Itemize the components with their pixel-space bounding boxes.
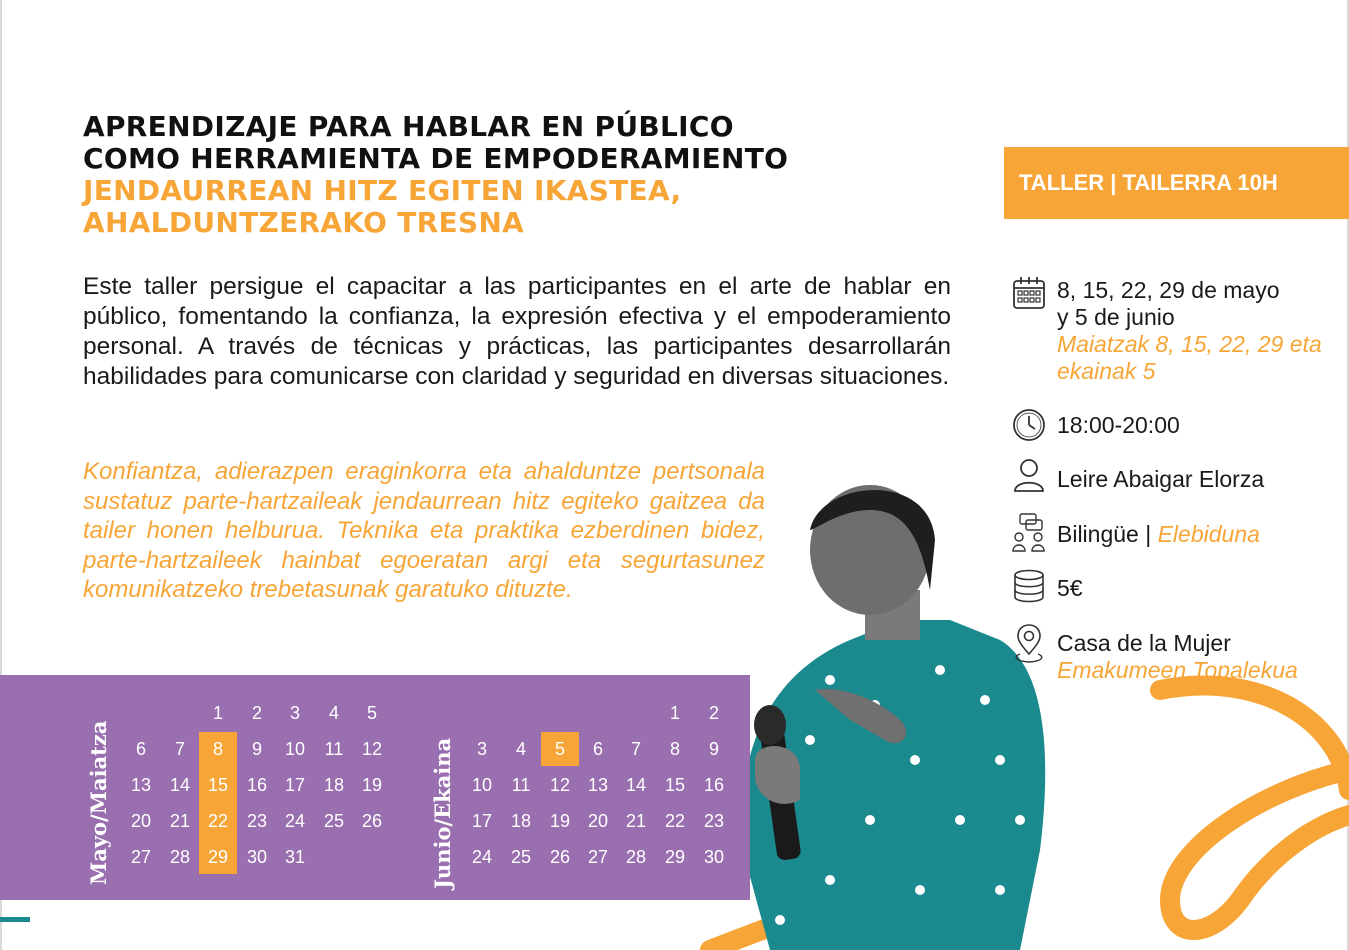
description-eu: Konfiantza, adierazpen eraginkorra eta ahalduntze pertsonala sustatuz parte-hartzaileak jendaurrean hitz egiteko gaitzea da tailer honen helburua. Teknika eta praktika ezberdinen bidez, parte-hartzaileek hainbat egoeratan argi eta segurtasunez komunikatzeko trebetasunak garatuko dituzte. <box>83 458 765 603</box>
june-day: 20 <box>587 811 609 831</box>
price-value: 5€ <box>1057 575 1083 601</box>
may-day: 30 <box>246 847 268 867</box>
may-day: 29 <box>207 847 229 867</box>
dates-es-line1: 8, 15, 22, 29 de mayo <box>1057 277 1280 303</box>
person-icon <box>1012 458 1046 492</box>
june-day: 18 <box>510 811 532 831</box>
may-day: 13 <box>130 775 152 795</box>
june-day: 8 <box>669 739 680 759</box>
june-day: 26 <box>549 847 571 867</box>
may-day: 11 <box>324 739 344 759</box>
page-title <box>83 111 788 239</box>
clock-icon <box>1012 408 1046 442</box>
may-day: 23 <box>246 811 268 831</box>
may-day: 9 <box>251 739 262 759</box>
may-day: 7 <box>174 739 185 759</box>
may-day: 2 <box>251 703 262 723</box>
workshop-duration-badge: TALLER | TAILERRA 10H <box>1004 147 1349 219</box>
may-day: 21 <box>169 811 191 831</box>
dates-eu-line1: Maiatzak 8, 15, 22, 29 eta <box>1057 331 1322 357</box>
june-day: 19 <box>549 811 571 831</box>
may-day: 1 <box>212 703 223 723</box>
june-day: 17 <box>471 811 493 831</box>
june-day: 13 <box>587 775 609 795</box>
june-day: 27 <box>587 847 609 867</box>
chat-people-icon <box>1012 513 1046 553</box>
june-day: 21 <box>625 811 647 831</box>
may-day: 17 <box>284 775 306 795</box>
may-day: 19 <box>361 775 383 795</box>
teacher-name: Leire Abaigar Elorza <box>1057 466 1265 492</box>
may-day: 8 <box>212 739 223 759</box>
june-day: 1 <box>669 703 680 723</box>
title-es-line2: COMO HERRAMIENTA DE EMPODERAMIENTO <box>83 142 789 175</box>
time-value: 18:00-20:00 <box>1057 412 1180 438</box>
may-day: 20 <box>130 811 152 831</box>
may-day: 12 <box>361 739 383 759</box>
june-day: 12 <box>549 775 571 795</box>
june-day: 2 <box>708 703 719 723</box>
june-day: 6 <box>592 739 603 759</box>
calendar-icon <box>1012 276 1046 310</box>
may-day: 31 <box>284 847 306 867</box>
june-day: 15 <box>664 775 686 795</box>
june-day: 7 <box>630 739 641 759</box>
place-eu: Emakumeen Topalekua <box>1057 657 1298 683</box>
may-day: 3 <box>289 703 300 723</box>
calendar-band <box>0 675 750 900</box>
june-day: 16 <box>703 775 725 795</box>
description-es: Este taller persigue el capacitar a las participantes en el arte de hablar en público, fomentando la confianza, la expresión efectiva y el empoderamiento personal. A través de técnicas y prácticas, las participantes desarrollarán habilidades para comunicarse con claridad y seguridad en diversas situaciones. <box>83 273 951 390</box>
may-day: 26 <box>361 811 383 831</box>
june-day: 11 <box>511 775 531 795</box>
title-eu-line2: AHALDUNTZERAKO TRESNA <box>83 206 525 239</box>
june-day: 22 <box>664 811 686 831</box>
may-day: 10 <box>284 739 306 759</box>
language-es: Bilingüe | <box>1057 521 1158 547</box>
teal-accent-bar <box>0 917 30 922</box>
language-eu: Elebiduna <box>1157 521 1260 547</box>
june-day: 24 <box>471 847 493 867</box>
june-day: 30 <box>703 847 725 867</box>
june-day: 3 <box>476 739 487 759</box>
june-day: 29 <box>664 847 686 867</box>
june-day: 28 <box>625 847 647 867</box>
title-es-line1: APRENDIZAJE PARA HABLAR EN PÚBLICO <box>83 110 734 143</box>
may-day: 25 <box>323 811 345 831</box>
june-day: 9 <box>708 739 719 759</box>
may-day: 4 <box>328 703 339 723</box>
dates-eu-line2: ekainak 5 <box>1057 358 1156 384</box>
title-eu-line1: JENDAURREAN HITZ EGITEN IKASTEA, <box>83 174 682 207</box>
june-day: 10 <box>471 775 493 795</box>
may-day: 16 <box>246 775 268 795</box>
may-day: 18 <box>323 775 345 795</box>
june-day: 25 <box>510 847 532 867</box>
may-day: 27 <box>130 847 152 867</box>
may-day: 28 <box>169 847 191 867</box>
may-day: 5 <box>366 703 377 723</box>
june-day: 14 <box>625 775 647 795</box>
coins-icon <box>1012 569 1046 603</box>
month-label-may: Mayo/Maiatza <box>86 720 111 885</box>
may-day: 6 <box>135 739 146 759</box>
place-es: Casa de la Mujer <box>1057 630 1231 656</box>
may-day: 14 <box>169 775 191 795</box>
month-label-june: Junio/Ekaina <box>430 737 455 889</box>
may-day: 24 <box>284 811 306 831</box>
location-pin-icon <box>1012 624 1046 664</box>
june-day: 23 <box>703 811 725 831</box>
may-day: 15 <box>207 775 229 795</box>
june-day: 5 <box>554 739 565 759</box>
june-day: 4 <box>515 739 526 759</box>
dates-es-line2: y 5 de junio <box>1057 304 1175 330</box>
may-day: 22 <box>207 811 229 831</box>
